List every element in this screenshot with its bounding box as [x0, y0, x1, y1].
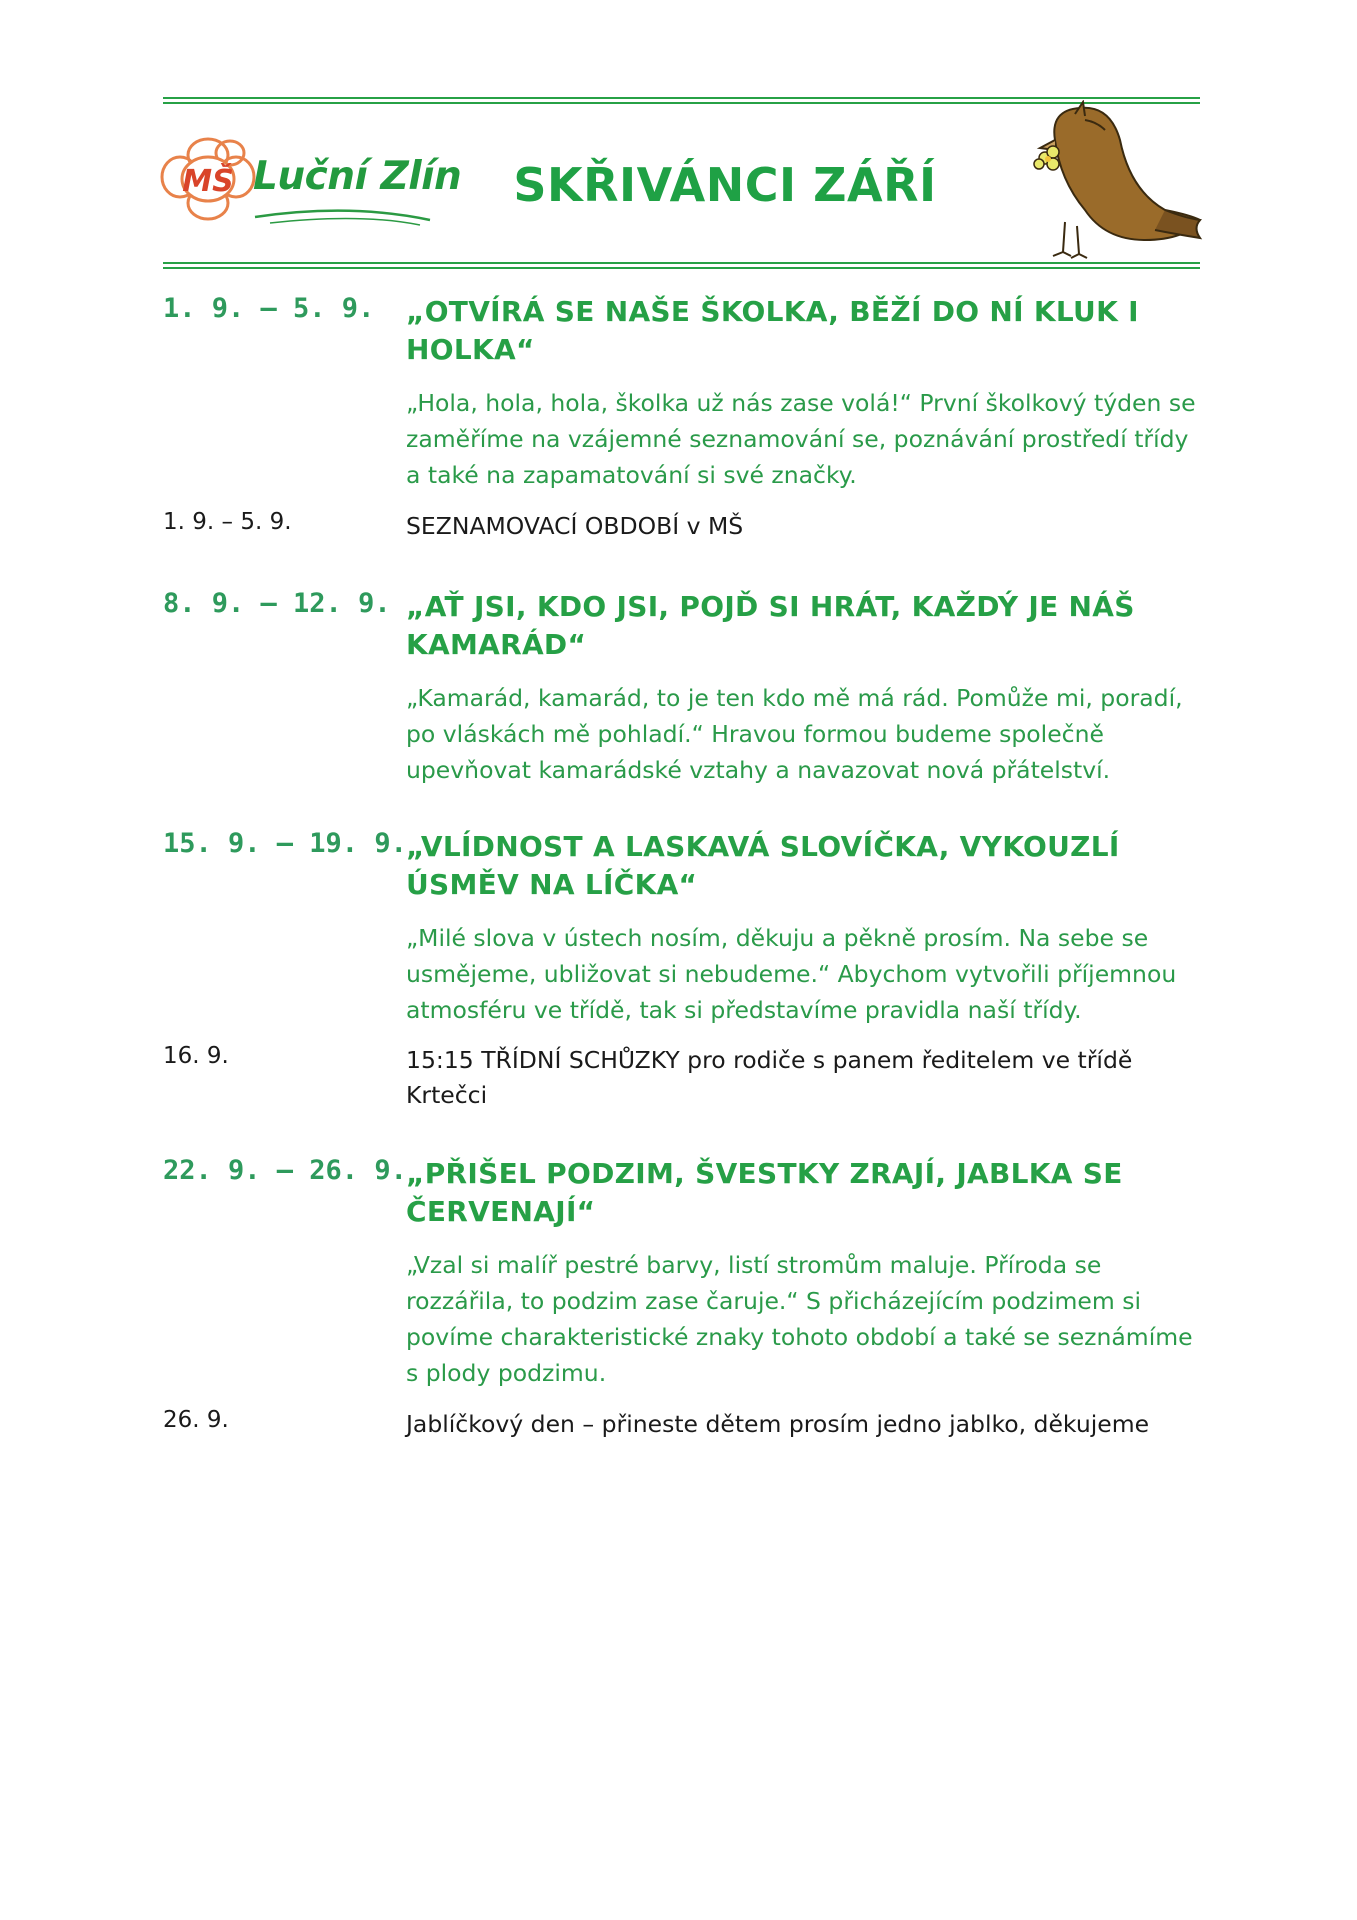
bird-illustration [1025, 100, 1205, 265]
event-text: SEZNAMOVACÍ OBDOBÍ v MŠ [406, 512, 744, 540]
week-description: „Vzal si malíř pestré barvy, listí stromům maluje. Příroda se rozzářila, to podzim zase čaruje.“ S přicházejícím podzimem si povíme charakteristické znaky tohoto období a také se seznámíme s plody podzimu. [406, 1251, 1193, 1387]
event-date: 1. 9. – 5. 9. [163, 509, 292, 535]
week-description: „Milé slova v ústech nosím, děkuju a pěkně prosím. Na sebe se usmějeme, ubližovat si nebudeme.“ Abychom vytvořili příjemnou atmosféru ve třídě, tak si představíme pravidla naší třídy. [406, 924, 1177, 1024]
week-title: „OTVÍRÁ SE NAŠE ŠKOLKA, BĚŽÍ DO NÍ KLUK I HOLKA“ [406, 295, 1139, 366]
week-dates: 15. 9. – 19. 9. [163, 828, 407, 859]
logo-text: Luční Zlín [253, 154, 462, 199]
week-title: „AŤ JSI, KDO JSI, POJĎ SI HRÁT, KAŽDÝ JE NÁŠ KAMARÁD“ [406, 590, 1135, 661]
event-date: 26. 9. [163, 1407, 229, 1433]
week-dates: 22. 9. – 26. 9. [163, 1155, 407, 1186]
week-title: „VLÍDNOST A LASKAVÁ SLOVÍČKA, VYKOUZLÍ ÚSMĚV NA LÍČKA“ [406, 830, 1120, 901]
week-description: „Hola, hola, hola, školka už nás zase volá!“ První školkový týden se zaměříme na vzájemné seznamování se, poznávání prostředí třídy a také na zapamatování si své značky. [406, 389, 1196, 489]
week-title: „PŘIŠEL PODZIM, ŠVESTKY ZRAJÍ, JABLKA SE ČERVENAJÍ“ [406, 1157, 1123, 1228]
page-header [0, 0, 1357, 270]
week-dates: 1. 9. – 5. 9. [163, 293, 375, 324]
event-text: 15:15 TŘÍDNÍ SCHŮZKY pro rodiče s panem ředitelem ve třídě Krtečci [406, 1046, 1133, 1109]
page-title: SKŘIVÁNCI ZÁŘÍ [513, 158, 937, 212]
event-date: 16. 9. [163, 1043, 229, 1069]
logo-badge: MŠ [182, 164, 234, 199]
week-description: „Kamarád, kamarád, to je ten kdo mě má rád. Pomůže mi, poradí, po vláskách mě pohladí.“ Hravou formou budeme společně upevňovat kamarádské vztahy a navazovat nová přátelství. [406, 684, 1183, 784]
event-text: Jablíčkový den – přineste dětem prosím jedno jablko, děkujeme [406, 1410, 1150, 1438]
week-dates: 8. 9. – 12. 9. [163, 588, 391, 619]
bird-icon [1025, 100, 1205, 265]
